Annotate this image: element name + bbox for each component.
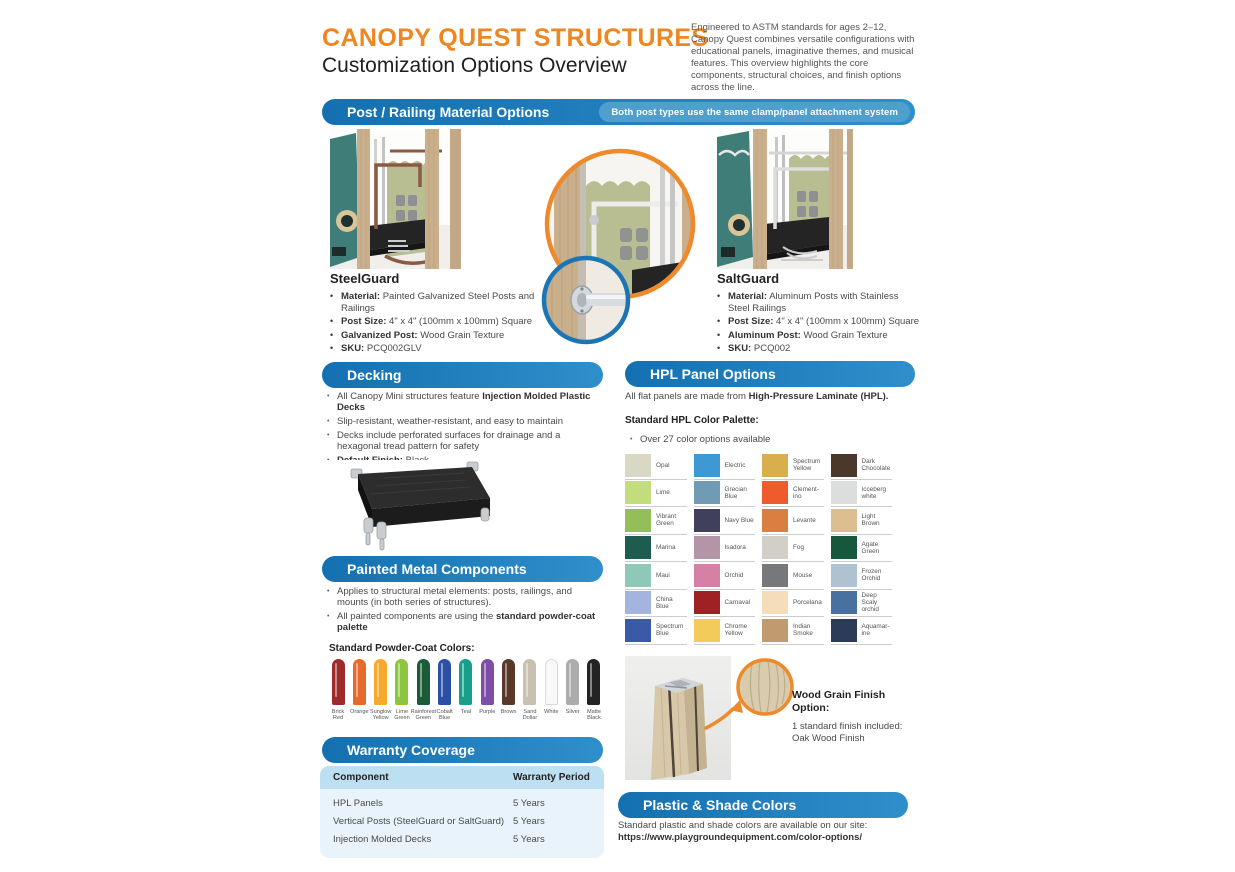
hpl-color-cell <box>625 590 687 618</box>
powder-coat-item <box>584 659 604 721</box>
hpl-color-name: Clement-ino <box>793 485 819 500</box>
hpl-color-cell <box>831 452 893 480</box>
hpl-color-cell <box>694 452 756 480</box>
powder-coat-swatch <box>481 659 494 705</box>
hpl-color-name: Chrome Yellow <box>724 623 748 638</box>
powder-coat-name: Teal <box>460 709 472 715</box>
intro-paragraph: Engineered to ASTM standards for ages 2–12, Canopy Quest combines versatile configurations with educational panels, imaginative themes, and musical features. This overview highlights the core components, structural choices, and finish options across the line. <box>691 22 915 93</box>
steelguard-block <box>330 271 580 357</box>
saltguard-photo <box>717 129 853 269</box>
powder-coat-label: Standard Powder-Coat Colors: <box>329 643 475 654</box>
hpl-color-swatch <box>694 564 720 587</box>
hpl-color-cell <box>762 507 824 535</box>
hpl-color-cell <box>831 617 893 645</box>
wood-grain-heading: Wood Grain Finish Option: <box>792 689 886 714</box>
wood-grain-text-block <box>792 689 916 744</box>
hpl-color-swatch <box>831 619 857 642</box>
rich-bullet: • Slip-resistant, weather-resistant, and easy to maintain <box>326 416 605 427</box>
hpl-color-name: Agate Green <box>861 540 880 555</box>
hpl-lead-pre: All flat panels are made from <box>625 391 749 402</box>
hpl-color-cell <box>625 617 687 645</box>
warranty-table-header <box>320 766 604 789</box>
hpl-color-swatch <box>762 564 788 587</box>
hpl-color-cell <box>694 480 756 508</box>
powder-coat-item <box>563 659 583 721</box>
powder-coat-item <box>328 659 348 721</box>
spec-bullet: • Material: Painted Galvanized Steel Posts and Railings <box>330 291 568 314</box>
powder-coat-item <box>349 659 369 721</box>
hpl-color-name: Spectrum Blue <box>656 623 684 638</box>
saltguard-spec-list <box>717 291 922 355</box>
powder-coat-name: Orange <box>349 709 369 715</box>
rich-bullet: • Applies to structural metal elements: posts, railings, and mounts (in both series of structures). <box>326 586 605 608</box>
hpl-color-swatch <box>694 591 720 614</box>
hpl-color-name: Fog <box>793 544 805 552</box>
hpl-color-swatch <box>694 619 720 642</box>
powder-coat-item <box>392 659 412 721</box>
powder-coat-name: Lime Green <box>394 709 410 722</box>
hpl-color-swatch <box>762 454 788 477</box>
hpl-color-swatch <box>625 481 651 504</box>
hpl-color-name: Deep Scaly orchid <box>861 592 879 614</box>
hpl-palette-note <box>629 434 829 445</box>
hpl-color-name: Grecian Blue <box>724 485 747 500</box>
powder-coat-swatch <box>395 659 408 705</box>
steelguard-spec-list <box>330 291 568 355</box>
powder-coat-swatch <box>459 659 472 705</box>
section-bar-painted-metal <box>322 556 603 582</box>
section-title-hpl: HPL Panel Options <box>650 366 776 382</box>
rich-bullet: • All Canopy Mini structures feature Injection Molded Plastic Decks <box>326 391 605 413</box>
hpl-color-cell <box>625 562 687 590</box>
hpl-color-cell <box>762 590 824 618</box>
powder-coat-name: Brick Red <box>331 709 345 722</box>
warranty-row: Injection Molded Decks 5 Years <box>333 833 545 845</box>
rich-bullet: • All painted components are using the standard powder-coat palette <box>326 611 605 633</box>
hpl-color-cell <box>694 590 756 618</box>
section-bar-hpl <box>625 361 915 387</box>
spec-bullet: • SKU: PCQ002 <box>717 343 922 355</box>
powder-coat-swatch <box>353 659 366 705</box>
hpl-color-name: Mouse <box>793 571 813 579</box>
hpl-color-name: Marina <box>656 544 676 552</box>
plastic-shade-text <box>618 820 918 844</box>
hpl-color-cell <box>625 480 687 508</box>
hpl-color-swatch <box>694 454 720 477</box>
hpl-color-swatch <box>831 536 857 559</box>
hpl-color-swatch <box>831 564 857 587</box>
hpl-color-swatch <box>762 619 788 642</box>
hpl-color-cell <box>831 480 893 508</box>
spec-bullet: • SKU: PCQ002GLV <box>330 343 568 355</box>
hpl-color-name: Navy Blue <box>724 516 754 524</box>
hpl-color-name: Vibrant Green <box>656 513 677 528</box>
warranty-row: HPL Panels 5 Years <box>333 797 545 809</box>
plastic-shade-note: Standard plastic and shade colors are available on our site: <box>618 820 868 831</box>
hpl-color-cell <box>694 535 756 563</box>
hpl-color-name: Lime <box>656 489 670 497</box>
powder-coat-item <box>410 659 437 722</box>
section-title-warranty: Warranty Coverage <box>347 742 475 758</box>
hpl-color-cell <box>762 617 824 645</box>
spec-bullet: • Post Size: 4" x 4" (100mm x 100mm) Square <box>717 316 922 328</box>
hpl-color-swatch <box>625 454 651 477</box>
powder-coat-swatch <box>587 659 600 705</box>
hpl-lead-text <box>625 391 917 402</box>
hpl-color-name: Maui <box>656 571 670 579</box>
hpl-color-swatch <box>625 564 651 587</box>
hpl-color-swatch <box>625 619 651 642</box>
hpl-color-swatch <box>831 509 857 532</box>
powder-coat-item <box>435 659 455 721</box>
callout-arrow <box>706 709 733 728</box>
powder-coat-item <box>520 659 540 721</box>
hpl-color-name: Carnaval <box>724 599 751 607</box>
hpl-color-swatch <box>831 591 857 614</box>
hpl-color-name: Light Brown <box>861 513 880 528</box>
spec-bullet: • Material: Aluminum Posts with Stainless Steel Railings <box>717 291 922 314</box>
powder-coat-swatch <box>566 659 579 705</box>
hpl-color-name: Indian Smoke <box>793 623 813 638</box>
section-bar-post-railing <box>322 99 915 125</box>
page-title: CANOPY QUEST STRUCTURES <box>322 24 709 52</box>
hpl-color-swatch <box>831 454 857 477</box>
wood-grain-body: 1 standard finish included: Oak Wood Finish <box>792 721 903 744</box>
powder-coat-name: Sand Dollar <box>522 709 538 722</box>
hpl-color-name: Porcelana <box>793 599 822 607</box>
powder-coat-name: Brown <box>500 709 517 715</box>
section-title-decking: Decking <box>347 367 402 383</box>
hpl-color-name: Orchid <box>724 571 744 579</box>
color-options-url[interactable]: https://www.playgroundequipment.com/color-options/ <box>618 832 863 843</box>
hpl-color-name: Opal <box>656 461 670 469</box>
hpl-color-cell <box>625 452 687 480</box>
powder-coat-swatch <box>332 659 345 705</box>
decking-bullet-list <box>326 391 605 469</box>
powder-coat-name: Rainforest Green <box>410 709 437 722</box>
saltguard-name: SaltGuard <box>717 271 780 286</box>
powder-coat-item <box>541 659 561 721</box>
powder-coat-swatch <box>438 659 451 705</box>
hpl-color-name: Levante <box>793 516 816 524</box>
hpl-color-swatch <box>762 509 788 532</box>
hpl-color-cell <box>694 617 756 645</box>
spec-bullet: • Post Size: 4" x 4" (100mm x 100mm) Square <box>330 316 568 328</box>
hpl-color-swatch <box>694 481 720 504</box>
hpl-color-cell <box>625 507 687 535</box>
hpl-color-swatch <box>625 591 651 614</box>
warranty-col-component: Component <box>333 772 389 783</box>
section-bar-decking <box>322 362 603 388</box>
hpl-color-cell <box>831 562 893 590</box>
hpl-color-name: Icceberg white <box>861 485 887 500</box>
hpl-color-grid <box>625 452 892 645</box>
powder-coat-item <box>477 659 497 721</box>
hpl-color-swatch <box>762 591 788 614</box>
hpl-color-swatch <box>762 536 788 559</box>
powder-coat-item <box>456 659 476 721</box>
powder-coat-item <box>499 659 519 721</box>
powder-coat-swatch <box>523 659 536 705</box>
hpl-color-cell <box>625 535 687 563</box>
hpl-color-swatch <box>762 481 788 504</box>
steelguard-name: SteelGuard <box>330 271 400 286</box>
hpl-color-name: China Blue <box>656 595 673 610</box>
hpl-color-cell <box>762 480 824 508</box>
hpl-color-cell <box>762 452 824 480</box>
hpl-palette-label: Standard HPL Color Palette: <box>625 415 759 426</box>
powder-coat-name: White <box>544 709 559 715</box>
hpl-color-cell <box>831 535 893 563</box>
section-title-post-railing: Post / Railing Material Options <box>347 104 550 120</box>
hpl-color-swatch <box>831 481 857 504</box>
hpl-color-swatch <box>694 536 720 559</box>
attachment-system-badge: Both post types use the same clamp/panel attachment system <box>599 102 910 122</box>
hpl-color-name: Isadora <box>724 544 746 552</box>
hpl-color-name: Dark Chocolate <box>861 458 891 473</box>
warranty-col-period: Warranty Period <box>513 772 590 783</box>
powder-coat-name: Purple <box>479 709 496 715</box>
powder-coat-name: Sunglow Yellow <box>369 709 392 722</box>
painted-metal-bullet-list <box>326 586 605 636</box>
deck-photo <box>324 460 496 552</box>
hpl-palette-note-item: • Over 27 color options available <box>629 434 829 445</box>
hpl-color-name: Electric <box>724 461 746 469</box>
warranty-table <box>320 766 604 858</box>
hpl-color-cell <box>694 507 756 535</box>
powder-coat-item <box>371 659 391 721</box>
hpl-color-name: Frozen Orchid <box>861 568 882 583</box>
hpl-color-cell <box>762 535 824 563</box>
powder-coat-swatch <box>502 659 515 705</box>
section-title-painted-metal: Painted Metal Components <box>347 561 527 577</box>
section-bar-warranty <box>322 737 603 763</box>
hpl-color-swatch <box>625 509 651 532</box>
hpl-color-name: Spectrum Yellow <box>793 458 821 473</box>
powder-coat-name: Matte Black <box>586 709 601 722</box>
powder-coat-swatch <box>417 659 430 705</box>
powder-coat-swatch-row <box>328 659 604 721</box>
hpl-color-name: Aquamar-ine <box>861 623 890 638</box>
section-title-plastic-shade: Plastic & Shade Colors <box>643 797 797 813</box>
hpl-color-cell <box>762 562 824 590</box>
hpl-color-cell <box>694 562 756 590</box>
hpl-lead-bold: High-Pressure Laminate (HPL). <box>748 391 889 402</box>
hpl-color-swatch <box>625 536 651 559</box>
warranty-table-body <box>320 789 604 858</box>
hpl-color-cell <box>831 507 893 535</box>
hpl-color-swatch <box>694 509 720 532</box>
powder-coat-name: Silver <box>565 709 580 715</box>
page-subtitle: Customization Options Overview <box>322 54 627 77</box>
powder-coat-swatch <box>545 659 558 705</box>
section-bar-plastic-shade <box>618 792 908 818</box>
saltguard-block <box>717 271 927 357</box>
rich-bullet: • Decks include perforated surfaces for drainage and a hexagonal tread pattern for safety <box>326 430 605 452</box>
hpl-color-cell <box>831 590 893 618</box>
powder-coat-swatch <box>374 659 387 705</box>
warranty-row: Vertical Posts (SteelGuard or SaltGuard) 5 Years <box>333 815 545 827</box>
powder-coat-name: Cobalt Blue <box>436 709 453 722</box>
steelguard-photo <box>330 129 461 269</box>
spec-bullet: • Galvanized Post: Wood Grain Texture <box>330 330 568 342</box>
spec-bullet: • Aluminum Post: Wood Grain Texture <box>717 330 922 342</box>
wood-grain-zoom-circle <box>690 652 802 744</box>
